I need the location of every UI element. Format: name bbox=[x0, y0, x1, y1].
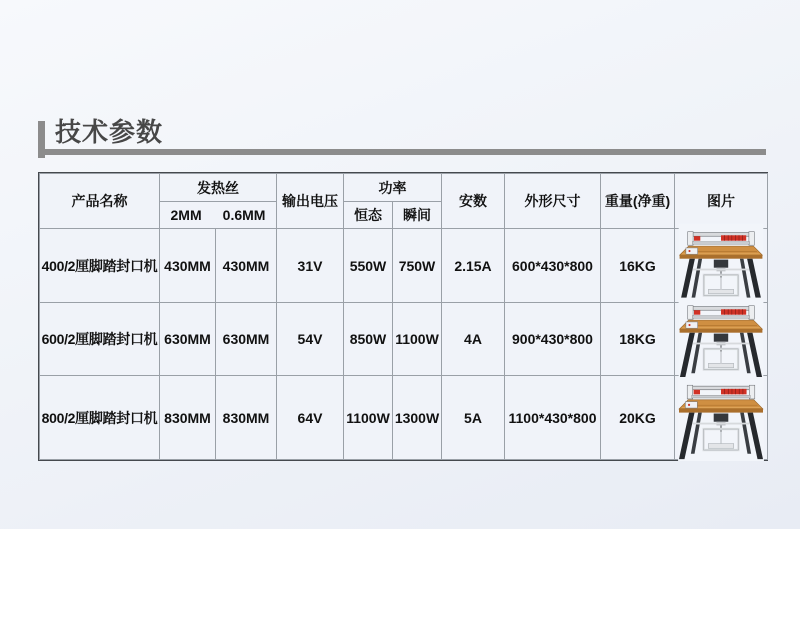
section-title: 技术参数 bbox=[55, 117, 164, 147]
table-row bbox=[40, 376, 768, 460]
cell-size: 1100*430*800 bbox=[505, 376, 601, 460]
col-subheader-wire-sizes bbox=[160, 202, 277, 229]
cell-power-steady: 850W bbox=[344, 303, 393, 376]
spec-table-wrapper bbox=[38, 172, 768, 461]
cell-product-name: 400/2厘脚踏封口机 bbox=[40, 229, 160, 303]
cell-picture bbox=[675, 303, 768, 376]
cell-wire-2mm: 830MM bbox=[160, 376, 216, 460]
header-row-groups bbox=[40, 174, 768, 202]
cell-picture bbox=[675, 229, 768, 303]
cell-weight: 18KG bbox=[601, 303, 675, 376]
col-header-dimensions: 外形尺寸 bbox=[505, 174, 601, 229]
col-subheader-power-steady: 恒态 bbox=[344, 202, 393, 229]
table-row bbox=[40, 229, 768, 303]
spec-table bbox=[39, 173, 768, 460]
cell-product-name: 800/2厘脚踏封口机 bbox=[40, 376, 160, 460]
cell-wire-06mm: 630MM bbox=[216, 303, 277, 376]
cell-voltage: 31V bbox=[277, 229, 344, 303]
col-header-weight: 重量(净重) bbox=[601, 174, 675, 229]
cell-voltage: 64V bbox=[277, 376, 344, 460]
cell-product-name: 600/2厘脚踏封口机 bbox=[40, 303, 160, 376]
cell-wire-2mm: 630MM bbox=[160, 303, 216, 376]
title-underline bbox=[45, 149, 766, 155]
cell-size: 600*430*800 bbox=[505, 229, 601, 303]
cell-amps: 5A bbox=[442, 376, 505, 460]
cell-picture bbox=[675, 376, 768, 460]
cell-power-steady: 1100W bbox=[344, 376, 393, 460]
cell-power-instant: 1100W bbox=[393, 303, 442, 376]
cell-amps: 2.15A bbox=[442, 229, 505, 303]
cell-weight: 16KG bbox=[601, 229, 675, 303]
col-header-product-name: 产品名称 bbox=[40, 174, 160, 229]
col-subheader-wire-2mm: 2MM bbox=[170, 207, 202, 223]
cell-wire-2mm: 430MM bbox=[160, 229, 216, 303]
cell-weight: 20KG bbox=[601, 376, 675, 460]
col-header-power: 功率 bbox=[344, 174, 442, 202]
title-accent-bar bbox=[38, 121, 45, 158]
col-header-heating-wire: 发热丝 bbox=[160, 174, 277, 202]
col-header-amperage: 安数 bbox=[442, 174, 505, 229]
col-header-output-voltage: 输出电压 bbox=[277, 174, 344, 229]
cell-wire-06mm: 430MM bbox=[216, 229, 277, 303]
cell-wire-06mm: 830MM bbox=[216, 376, 277, 460]
cell-voltage: 54V bbox=[277, 303, 344, 376]
cell-power-instant: 1300W bbox=[393, 376, 442, 460]
cell-size: 900*430*800 bbox=[505, 303, 601, 376]
sealing-machine-image bbox=[676, 296, 766, 382]
col-header-picture: 图片 bbox=[675, 174, 768, 229]
table-row bbox=[40, 303, 768, 376]
col-subheader-wire-06mm: 0.6MM bbox=[222, 207, 266, 223]
col-subheader-power-instant: 瞬间 bbox=[393, 202, 442, 229]
cell-power-steady: 550W bbox=[344, 229, 393, 303]
cell-amps: 4A bbox=[442, 303, 505, 376]
sealing-machine-image bbox=[674, 377, 768, 461]
cell-power-instant: 750W bbox=[393, 229, 442, 303]
